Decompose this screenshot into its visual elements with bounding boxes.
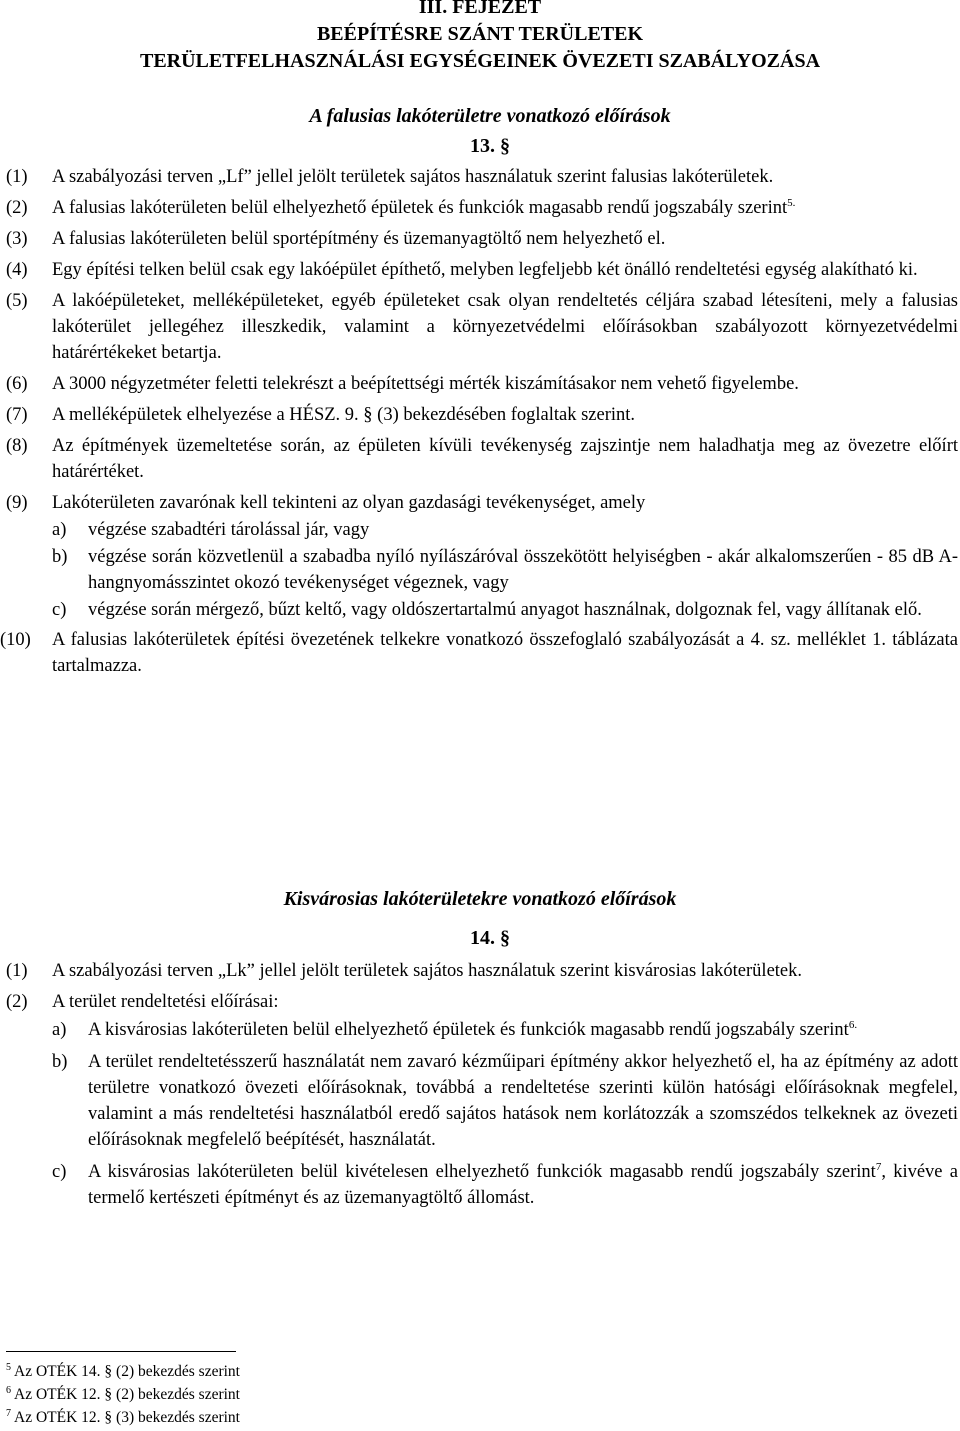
paragraph-text: A szabályozási terven „Lk” jellel jelölt területek sajátos használatuk szerint kisvárosias lakóterületek. bbox=[52, 961, 802, 981]
paragraph-13-4 bbox=[0, 257, 960, 283]
item-letter: b) bbox=[52, 1052, 68, 1072]
footnote-mark: 5 bbox=[6, 1361, 11, 1373]
paragraph-13-9-b bbox=[0, 544, 960, 596]
paragraph-number: (4) bbox=[6, 260, 28, 280]
paragraph-13-8 bbox=[0, 433, 960, 485]
footnote-ref: 6. bbox=[848, 1018, 858, 1031]
paragraph-number: (2) bbox=[6, 198, 28, 218]
paragraph-14-2-c bbox=[0, 1159, 960, 1211]
paragraph-text: A falusias lakóterületek építési övezetének telkekre vonatkozó összefoglaló szabályozását a 4. sz. melléklet 1. táblázata tartalmazza. bbox=[52, 630, 958, 676]
item-letter: a) bbox=[52, 1020, 67, 1040]
section-14 bbox=[0, 886, 960, 1212]
item-letter: c) bbox=[52, 1162, 67, 1182]
paragraph-number: (10) bbox=[0, 630, 31, 650]
footnote-text: Az OTÉK 12. § (3) bekezdés szerint bbox=[14, 1409, 240, 1426]
paragraph-number: (1) bbox=[6, 961, 28, 981]
section-14-number: 14. § bbox=[470, 927, 510, 949]
paragraph-number: (8) bbox=[6, 436, 28, 456]
paragraph-text: A falusias lakóterületen belül sportépítmény és üzemanyagtöltő nem helyezhető el. bbox=[52, 229, 666, 249]
footnote-divider bbox=[6, 1351, 236, 1352]
chapter-title: III. FEJEZET bbox=[418, 0, 542, 18]
footnote-text: Az OTÉK 12. § (2) bekezdés szerint bbox=[14, 1386, 240, 1403]
paragraph-text: Lakóterületen zavarónak kell tekinteni az olyan gazdasági tevékenységet, amely bbox=[52, 493, 646, 513]
paragraph-number: (6) bbox=[6, 374, 28, 394]
item-text: A kisvárosias lakóterületen belül kivételesen elhelyezhető funkciók magasabb rendű jogszabály szerint bbox=[88, 1162, 876, 1182]
item-text: végzése szabadtéri tárolással jár, vagy bbox=[88, 520, 370, 540]
paragraph-13-10 bbox=[0, 627, 960, 679]
paragraph-number: (3) bbox=[6, 229, 28, 249]
item-letter: c) bbox=[52, 600, 67, 620]
paragraph-number: (1) bbox=[6, 167, 28, 187]
paragraph-text: A falusias lakóterületen belül elhelyezhető épületek és funkciók magasabb rendű jogszabály szerint bbox=[52, 198, 788, 218]
item-text: végzése során közvetlenül a szabadba nyíló nyílászáróval összekötött helyiségben - akár alkalomszerűen - 85 dB A-hangnyomásszintet okozó tevékenységet végeznek, vagy bbox=[88, 547, 958, 593]
paragraph-14-1 bbox=[0, 958, 960, 984]
section-14-heading: Kisvárosias lakóterületekre vonatkozó előírások bbox=[283, 888, 677, 910]
paragraph-13-1 bbox=[0, 164, 960, 190]
section-13 bbox=[0, 103, 960, 684]
paragraph-text: Egy építési telken belül csak egy lakóépület építhető, melyben legfeljebb két önálló rendeltetési egység alakítható ki. bbox=[52, 260, 918, 280]
paragraph-text: A szabályozási terven „Lf” jellel jelölt területek sajátos használatuk szerint falusias lakóterületek. bbox=[52, 167, 774, 187]
footnote-ref: 5. bbox=[787, 196, 796, 209]
paragraph-number: (9) bbox=[6, 493, 28, 513]
chapter-subtitle-2: TERÜLETFELHASZNÁLÁSI EGYSÉGEINEK ÖVEZETI SZABÁLYOZÁSA bbox=[139, 50, 821, 72]
chapter-header bbox=[0, 0, 960, 75]
paragraph-text: A melléképületek elhelyezése a HÉSZ. 9. § (3) bekezdésében foglaltak szerint. bbox=[52, 405, 636, 425]
item-letter: b) bbox=[52, 547, 68, 567]
footnotes bbox=[6, 1360, 240, 1429]
footnote-ref: 7 bbox=[875, 1160, 882, 1173]
footnote-5 bbox=[6, 1360, 240, 1383]
paragraph-13-9 bbox=[0, 490, 960, 516]
footnote-mark: 6 bbox=[6, 1384, 11, 1396]
paragraph-text: A terület rendeltetési előírásai: bbox=[52, 992, 279, 1012]
paragraph-text: Az építmények üzemeltetése során, az épületen kívüli tevékenység zajszintje nem haladhatja meg az övezetre előírt határértéket. bbox=[52, 436, 958, 482]
paragraph-number: (2) bbox=[6, 992, 28, 1012]
item-text: A terület rendeltetésszerű használatát nem zavaró kézműipari építmény akkor helyezhető el, ha az építmény az adott területre vonatkozó övezeti előírásoknak, továbbá a rendeltetése szerinti külön hatósági előírásoknak megfelel, valamint a más rendeltetési használatból eredő sajátos hatások nem korlátozzák a szomszédos telkeknek az övezeti előírásoknak megfelelő beépítését, használatát. bbox=[88, 1052, 958, 1150]
item-text: A kisvárosias lakóterületen belül elhelyezhető épületek és funkciók magasabb rendű jogszabály szerint bbox=[88, 1020, 849, 1040]
paragraph-14-2-a bbox=[0, 1017, 960, 1043]
item-text-tail: , kivéve a termelő kertészeti építményt és az üzemanyagtöltő állomást. bbox=[88, 1162, 959, 1208]
paragraph-text: A lakóépületeket, melléképületeket, egyéb épületeket csak olyan rendeltetés céljára szabad létesíteni, mely a falusias lakóterület jellegéhez illeszkedik, valamint a környezetvédelmi előírásokban szabályozott környezetvédelmi határértékeket betartja. bbox=[52, 291, 958, 363]
paragraph-14-2-b bbox=[0, 1049, 960, 1153]
footnote-text: Az OTÉK 14. § (2) bekezdés szerint bbox=[14, 1363, 240, 1380]
paragraph-13-7 bbox=[0, 402, 960, 428]
paragraph-13-6 bbox=[0, 371, 960, 397]
footnote-7 bbox=[6, 1406, 240, 1429]
paragraph-13-9-a bbox=[0, 517, 960, 543]
item-letter: a) bbox=[52, 520, 67, 540]
paragraph-13-5 bbox=[0, 288, 960, 366]
paragraph-13-9-c bbox=[0, 597, 960, 623]
footnote-mark: 7 bbox=[6, 1407, 11, 1419]
paragraph-13-2 bbox=[0, 195, 960, 221]
paragraph-number: (7) bbox=[6, 405, 28, 425]
paragraph-13-3 bbox=[0, 226, 960, 252]
footnote-6 bbox=[6, 1383, 240, 1406]
chapter-subtitle: BEÉPÍTÉSRE SZÁNT TERÜLETEK bbox=[316, 23, 644, 45]
item-text: végzése során mérgező, bűzt keltő, vagy oldószertartalmú anyagot használnak, dolgoznak fel, vagy állítanak elő. bbox=[88, 600, 922, 620]
paragraph-number: (5) bbox=[6, 291, 28, 311]
paragraph-14-2 bbox=[0, 989, 960, 1015]
section-13-number: 13. § bbox=[470, 135, 510, 157]
paragraph-text: A 3000 négyzetméter feletti telekrészt a beépítettségi mérték kiszámításakor nem vehető figyelembe. bbox=[52, 374, 799, 394]
section-13-heading: A falusias lakóterületre vonatkozó előírások bbox=[309, 105, 671, 127]
